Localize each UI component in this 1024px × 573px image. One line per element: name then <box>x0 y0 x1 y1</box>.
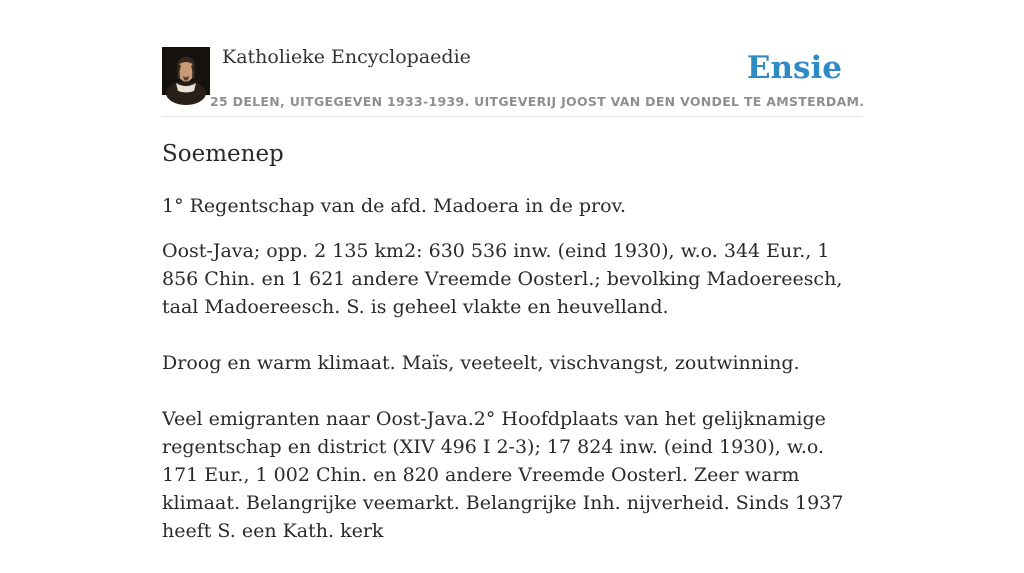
publication-avatar[interactable] <box>162 47 210 95</box>
article-paragraph: Droog en warm klimaat. Maïs, veeteelt, vischvangst, zoutwinning. <box>162 352 800 374</box>
publication-subtitle: 25 DELEN, UITGEGEVEN 1933-1939. UITGEVERIJ JOOST VAN DEN VONDEL TE AMSTERDAM. <box>210 94 865 109</box>
publication-title[interactable]: Katholieke Encyclopaedie <box>222 46 471 68</box>
portrait-icon <box>162 47 210 95</box>
article <box>162 138 862 573</box>
brand-logo[interactable]: Ensie <box>746 50 842 86</box>
article-title: Soemenep <box>162 141 284 167</box>
site-header <box>162 44 865 117</box>
article-paragraph: Oost-Java; opp. 2 135 km2: 630 536 inw. (eind 1930), w.o. 344 Eur., 1 856 Chin. en 1 621 andere Vreemde Oosterl.; bevolking Madoereesch, taal Madoereesch. S. is geheel vlakte en heuvelland. <box>162 240 843 318</box>
article-paragraph: Veel emigranten naar Oost-Java.2° Hoofdplaats van het gelijknamige regentschap en district (XIV 496 I 2-3); 17 824 inw. (eind 1930), w.o. 171 Eur., 1 002 Chin. en 820 andere Vreemde Oosterl. Zeer warm klimaat. Belangrijke veemarkt. Belangrijke Inh. nijverheid. Sinds 1937 heeft S. een Kath. kerk <box>162 408 844 542</box>
article-paragraph: 1° Regentschap van de afd. Madoera in de prov. <box>162 195 627 217</box>
